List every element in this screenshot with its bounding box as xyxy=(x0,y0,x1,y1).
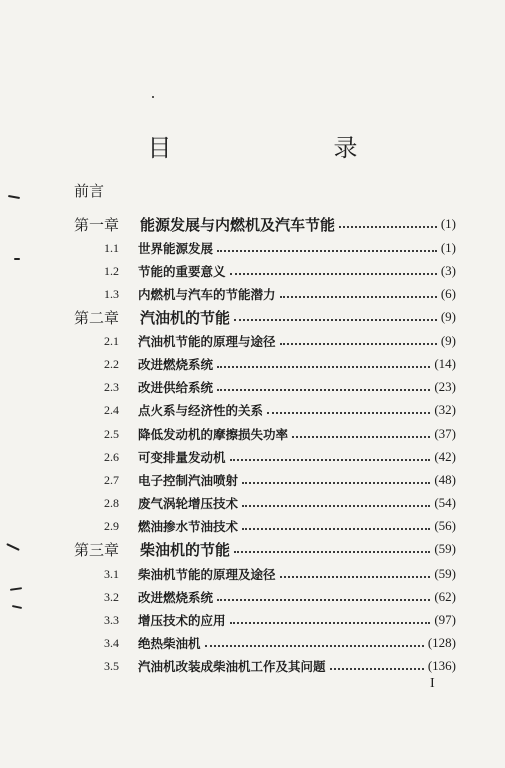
page-number: (37) xyxy=(434,426,456,441)
dot-leader xyxy=(217,389,430,391)
page-title: 目 录 xyxy=(147,134,396,162)
page-number: (42) xyxy=(434,449,456,464)
section-title: 汽油机节能的原理与途径 xyxy=(138,334,276,349)
dot-leader xyxy=(230,273,437,275)
section-number: 2.4 xyxy=(104,402,119,417)
section-number: 2.2 xyxy=(104,356,119,371)
section-number: 1.2 xyxy=(104,263,119,278)
dot-leader xyxy=(280,343,437,345)
page-number: (1) xyxy=(440,216,456,231)
dot-leader xyxy=(234,551,430,553)
page-number: (48) xyxy=(434,472,456,487)
chapter-title: 能源发展与内燃机及汽车节能 xyxy=(140,215,336,234)
section-title: 点火系与经济性的关系 xyxy=(138,403,264,418)
toc-section-3-4 xyxy=(104,633,456,653)
section-number: 3.1 xyxy=(104,566,119,581)
toc-section-2-3 xyxy=(104,377,456,397)
section-number: 2.9 xyxy=(104,518,119,533)
section-number: 2.3 xyxy=(104,379,119,394)
scan-speck xyxy=(8,195,20,199)
page-number: (9) xyxy=(440,333,456,348)
section-title: 柴油机节能的原理及途径 xyxy=(138,567,276,582)
toc-section-2-5 xyxy=(104,424,456,444)
toc-section-2-4 xyxy=(104,400,456,420)
section-number: 3.2 xyxy=(104,589,119,604)
section-number: 2.6 xyxy=(104,449,119,464)
section-title: 汽油机改装成柴油机工作及其问题 xyxy=(138,659,326,674)
toc-chapter-3 xyxy=(74,539,456,559)
toc-section-1-1 xyxy=(104,238,456,258)
dot-leader xyxy=(217,366,430,368)
page-number: (128) xyxy=(427,635,456,650)
scan-speck xyxy=(14,258,20,260)
toc-preface: 前言 xyxy=(74,182,105,200)
dot-leader xyxy=(292,436,430,438)
section-number: 2.7 xyxy=(104,472,119,487)
section-title: 改进燃烧系统 xyxy=(138,590,214,605)
dot-leader xyxy=(230,622,431,624)
chapter-title: 柴油机的节能 xyxy=(140,540,231,559)
dot-leader xyxy=(267,412,430,414)
page-number: (62) xyxy=(434,589,456,604)
dot-leader xyxy=(280,296,437,298)
page-number: (54) xyxy=(434,495,456,510)
toc-section-3-2 xyxy=(104,587,456,607)
dot-leader xyxy=(280,576,431,578)
chapter-title: 汽油机的节能 xyxy=(140,308,231,327)
section-title: 燃油掺水节油技术 xyxy=(138,519,239,534)
dot-leader xyxy=(217,599,430,601)
toc-section-2-1 xyxy=(104,331,456,351)
page-number: (14) xyxy=(434,356,456,371)
toc-chapter-1 xyxy=(74,214,456,234)
dot-leader xyxy=(242,505,430,507)
section-title: 增压技术的应用 xyxy=(138,613,226,628)
page-number: (59) xyxy=(434,566,456,581)
page-number: (136) xyxy=(427,658,456,673)
page-number: (59) xyxy=(434,541,456,556)
section-title: 世界能源发展 xyxy=(138,241,214,256)
dot-leader xyxy=(217,250,437,252)
section-title: 改进供给系统 xyxy=(138,380,214,395)
section-number: 1.3 xyxy=(104,286,119,301)
dot-leader xyxy=(242,528,430,530)
chapter-number: 第三章 xyxy=(74,540,120,559)
dot-leader xyxy=(242,482,430,484)
section-number: 2.1 xyxy=(104,333,119,348)
page-number: (32) xyxy=(434,402,456,417)
dot-leader xyxy=(205,645,424,647)
section-title: 绝热柴油机 xyxy=(138,636,201,651)
page-number: (23) xyxy=(434,379,456,394)
section-title: 内燃机与汽车的节能潜力 xyxy=(138,287,276,302)
page-number: (56) xyxy=(434,518,456,533)
page-number: (97) xyxy=(434,612,456,627)
chapter-number: 第一章 xyxy=(74,215,120,234)
section-title: 改进燃烧系统 xyxy=(138,357,214,372)
page-folio: I xyxy=(430,676,435,691)
section-title: 节能的重要意义 xyxy=(138,264,226,279)
scan-speck xyxy=(6,543,20,551)
toc-section-2-8 xyxy=(104,493,456,513)
toc-section-2-2 xyxy=(104,354,456,374)
section-number: 3.3 xyxy=(104,612,119,627)
scan-speck xyxy=(10,587,22,591)
chapter-number: 第二章 xyxy=(74,308,120,327)
toc-chapter-2 xyxy=(74,307,456,327)
toc-section-3-5 xyxy=(104,656,456,676)
toc-section-3-3 xyxy=(104,610,456,630)
toc-section-1-3 xyxy=(104,284,456,304)
toc-section-3-1 xyxy=(104,564,456,584)
scan-speck xyxy=(152,96,154,98)
toc-section-2-6 xyxy=(104,447,456,467)
section-title: 降低发动机的摩擦损失功率 xyxy=(138,427,289,442)
section-number: 2.8 xyxy=(104,495,119,510)
page-number: (3) xyxy=(440,263,456,278)
toc-section-2-9 xyxy=(104,516,456,536)
page-number: (1) xyxy=(440,240,456,255)
section-title: 废气涡轮增压技术 xyxy=(138,496,239,511)
dot-leader xyxy=(339,226,437,228)
section-number: 1.1 xyxy=(104,240,119,255)
scan-speck xyxy=(12,605,22,609)
section-number: 3.5 xyxy=(104,658,119,673)
page-number: (6) xyxy=(440,286,456,301)
section-number: 3.4 xyxy=(104,635,119,650)
section-number: 2.5 xyxy=(104,426,119,441)
section-title: 可变排量发动机 xyxy=(138,450,226,465)
section-title: 电子控制汽油喷射 xyxy=(138,473,239,488)
toc-section-2-7 xyxy=(104,470,456,490)
toc-section-1-2 xyxy=(104,261,456,281)
page-number: (9) xyxy=(440,309,456,324)
dot-leader xyxy=(230,459,431,461)
dot-leader xyxy=(234,319,437,321)
dot-leader xyxy=(330,668,424,670)
